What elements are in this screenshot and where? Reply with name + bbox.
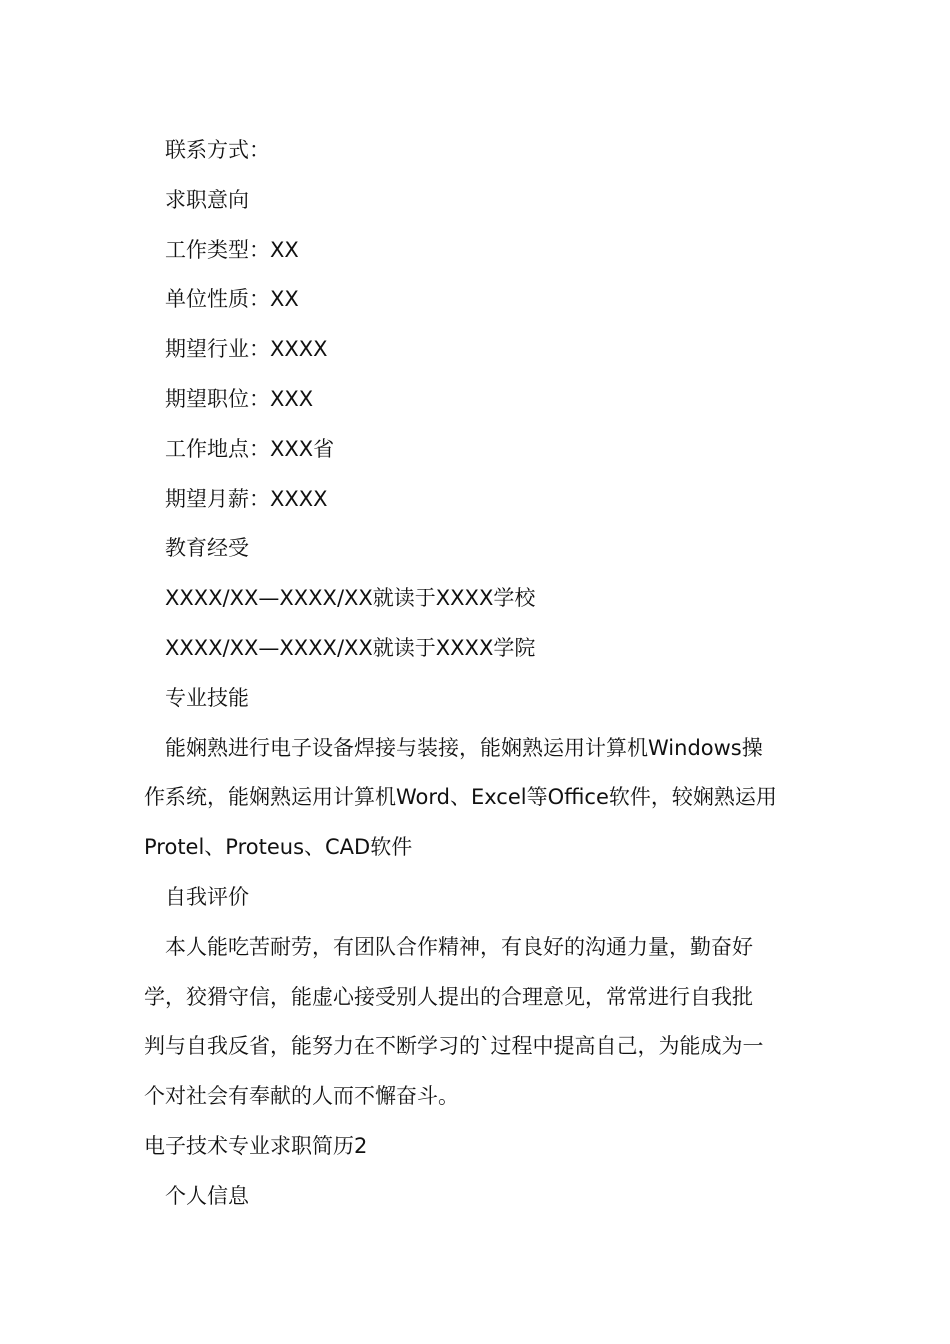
education-heading: 教育经受 xyxy=(165,536,249,561)
self-eval-heading: 自我评价 xyxy=(165,884,249,909)
education-entry: XXXX/XX—XXXX/XX就读于XXXX学院 xyxy=(165,635,536,660)
skills-paragraph-line: 作系统，能娴熟运用计算机Word、Excel等Office软件，较娴熟运用 xyxy=(144,785,777,810)
contact-line: 联系方式： xyxy=(165,138,270,162)
skills-heading: 专业技能 xyxy=(165,685,249,710)
self-eval-paragraph-line: 本人能吃苦耐劳，有团队合作精神，有良好的沟通力量，勤奋好 xyxy=(165,934,753,959)
unit-nature-line: 单位性质：XX xyxy=(165,287,299,312)
job-intent-heading: 求职意向 xyxy=(165,187,249,212)
industry-line: 期望行业：XXXX xyxy=(165,337,328,362)
education-entry: XXXX/XX—XXXX/XX就读于XXXX学校 xyxy=(165,586,536,611)
document-body xyxy=(144,126,810,1222)
location-line: 工作地点：XXX省 xyxy=(165,436,335,461)
position-line: 期望职位：XXX xyxy=(165,386,314,411)
self-eval-paragraph-line: 个对社会有奉献的人而不懈奋斗。 xyxy=(144,1084,459,1109)
salary-line: 期望月薪：XXXX xyxy=(165,486,328,511)
personal-info-heading: 个人信息 xyxy=(165,1183,249,1208)
job-type-line: 工作类型：XX xyxy=(165,237,299,262)
self-eval-paragraph-line: 学，狡猾守信，能虚心接受别人提出的合理意见，常常进行自我批 xyxy=(144,984,753,1009)
skills-paragraph-line: Protel、Proteus、CAD软件 xyxy=(144,835,413,860)
self-eval-paragraph-line: 判与自我反省，能努力在不断学习的`过程中提高自己，为能成为一 xyxy=(144,1034,764,1059)
resume2-title: 电子技术专业求职简历2 xyxy=(144,1133,368,1158)
skills-paragraph-line: 能娴熟进行电子设备焊接与装接，能娴熟运用计算机Windows操 xyxy=(165,735,763,760)
